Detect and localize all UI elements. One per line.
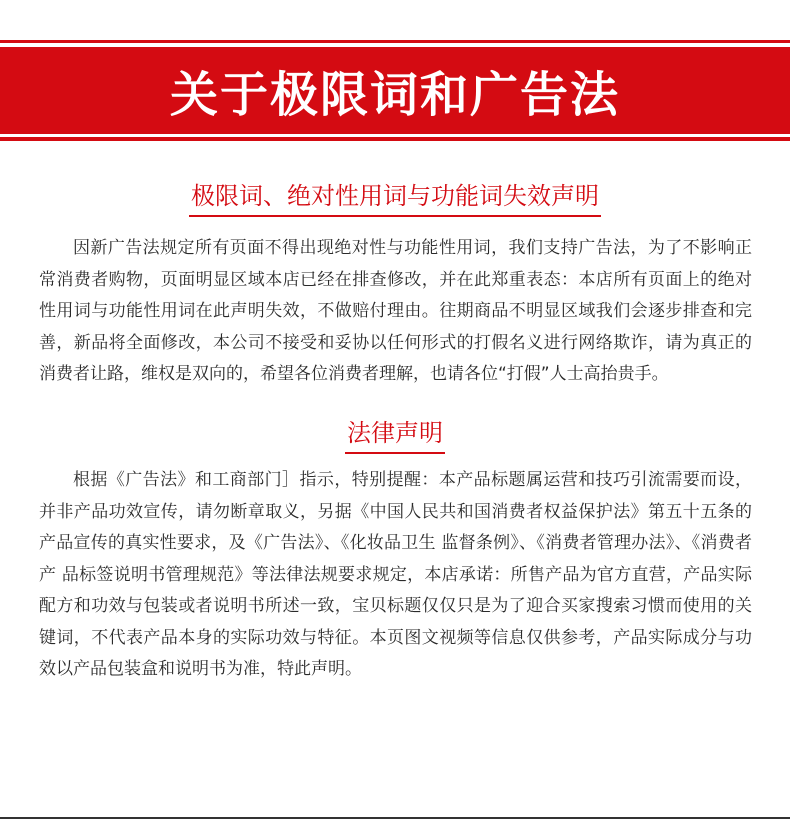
banner-top-rule <box>0 40 790 43</box>
bottom-rule <box>0 817 790 819</box>
section-body-legal: 根据《广告法》和工商部门］指示，特别提醒：本产品标题属运营和技巧引流需要而设，并非产品功效宣传，请勿断章取义，另据《中国人民共和国消费者权益保护法》第五十五条的产品宣传的真实性要求，及《广告法》、《化妆品卫生 监督条例》、《消费者管理办法》、《消费者产 品标签说明书管理规范》等法律法规要求规定，本店承诺：所售产品为官方直营，产品实际配方和功效与包装或者说明书所述一致，宝贝标题仅仅只是为了迎合买家搜索习惯而使用的关键词，不代表产品本身的实际功效与特征。本页图文视频等信息仅供参考，产品实际成分与功效以产品包装盒和说明书为准，特此声明。 <box>39 470 752 679</box>
page-title: 关于极限词和广告法 <box>169 67 620 123</box>
section-heading-text: 法律声明 <box>345 417 445 454</box>
section-heading-text: 极限词、绝对性用词与功能词失效声明 <box>189 180 601 217</box>
section-heading-disclaimer <box>0 180 790 217</box>
banner-bottom-rule <box>0 137 790 141</box>
title-banner <box>0 47 790 134</box>
section-body-disclaimer: 因新广告法规定所有页面不得出现绝对性与功能性用词，我们支持广告法，为了不影响正常消费者购物，页面明显区域本店已经在排查修改，并在此郑重表态：本店所有页面上的绝对性用词与功能性用词在此声明失效，不做赔付理由。往期商品不明显区域我们会逐步排查和完善，新品将全面修改，本公司不接受和妥协以任何形式的打假名义进行网络欺诈，请为真正的消费者让路，维权是双向的，希望各位消费者理解，也请各位“打假”人士高抬贵手。 <box>39 238 752 384</box>
section-heading-legal <box>0 417 790 454</box>
